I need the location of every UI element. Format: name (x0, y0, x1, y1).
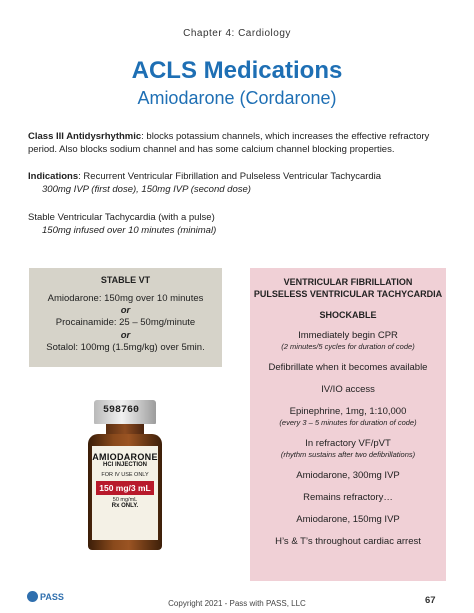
indications-text: : Recurrent Ventricular Fibrillation and Pulseless Ventricular Tachycardia (78, 171, 382, 182)
vf-step-note: (rhythm sustains after two defibrillations) (280, 450, 416, 459)
vf-step-text: Immediately begin CPR (298, 330, 398, 341)
stable-vt-or: or (120, 305, 131, 316)
vial-strength: 150 mg/3 mL (96, 481, 154, 495)
vial-label (92, 446, 158, 540)
vf-step-note: (2 minutes/5 cycles for duration of code) (281, 342, 415, 351)
copyright-footer: Copyright 2021 - Pass with PASS, LLC (168, 599, 306, 608)
vf-step-text: Epinephrine, 1mg, 1:10,000 (289, 406, 407, 417)
stable-vt-box (29, 268, 222, 367)
vial-concentration: 50 mg/mL (112, 497, 138, 503)
vf-step-note: (every 3 – 5 minutes for duration of code) (279, 418, 417, 427)
vial-use: FOR IV USE ONLY (101, 472, 149, 478)
vial-drug-name: AMIODARONE (92, 452, 158, 462)
vf-step: Defibrillate when it becomes available (268, 362, 428, 373)
stable-paragraph (28, 212, 448, 237)
vf-step: Amiodarone, 300mg IVP (296, 470, 400, 481)
class-paragraph (28, 131, 448, 156)
page-subtitle: Amiodarone (Cordarone) (137, 88, 337, 108)
stable-dose: 150mg infused over 10 minutes (minimal) (42, 224, 217, 236)
stable-vt-option-amiodarone: Amiodarone: 150mg over 10 minutes (47, 292, 204, 304)
vf-pvt-box (250, 268, 446, 581)
stable-vt-or: or (120, 329, 131, 341)
vial-cap-number: 598760 (103, 405, 140, 416)
page-number: 67 (425, 595, 436, 606)
class-label: Class III Antidysrhythmic (28, 131, 142, 142)
page-title: ACLS Medications (131, 57, 343, 84)
vial-rx: Rx ONLY. (111, 503, 139, 509)
vf-header-line1: VENTRICULAR FIBRILLATION (283, 277, 413, 287)
vf-step: Amiodarone, 150mg IVP (296, 514, 400, 525)
vial-drug-subname: HCl INJECTION (102, 462, 147, 468)
stable-vt-option-sotalol: Sotalol: 100mg (1.5mg/kg) over 5min. (46, 341, 205, 353)
vf-step (250, 330, 446, 352)
vf-step (250, 406, 446, 428)
indications-paragraph (28, 171, 448, 196)
stable-text: Stable Ventricular Tachycardia (with a pulse) (28, 212, 215, 223)
stable-vt-header: STABLE VT (100, 275, 151, 285)
amiodarone-vial-image (84, 400, 166, 550)
vf-step: IV/IO access (321, 384, 375, 395)
indications-label: Indications (28, 171, 79, 182)
class-text: : blocks potassium channels, which increases the effective refractory period. Also blocks sodium channel and has some calcium channel blocking properties. (28, 131, 430, 155)
pass-logo-text: PASS (40, 592, 64, 602)
vf-step: Remains refractory… (303, 492, 393, 503)
vf-step: H’s & T’s throughout cardiac arrest (275, 536, 421, 547)
chapter-heading: Chapter 4: Cardiology (183, 28, 291, 39)
stable-vt-option-procainamide: Procainamide: 25 – 50mg/minute (55, 317, 196, 328)
vf-step (250, 438, 446, 460)
vf-step-text: In refractory VF/pVT (305, 438, 391, 449)
vf-header-line2: PULSELESS VENTRICULAR TACHYCARDIA (253, 289, 443, 299)
indications-dose: 300mg IVP (first dose), 150mg IVP (second dose) (42, 183, 251, 195)
shockable-label: SHOCKABLE (319, 310, 377, 320)
